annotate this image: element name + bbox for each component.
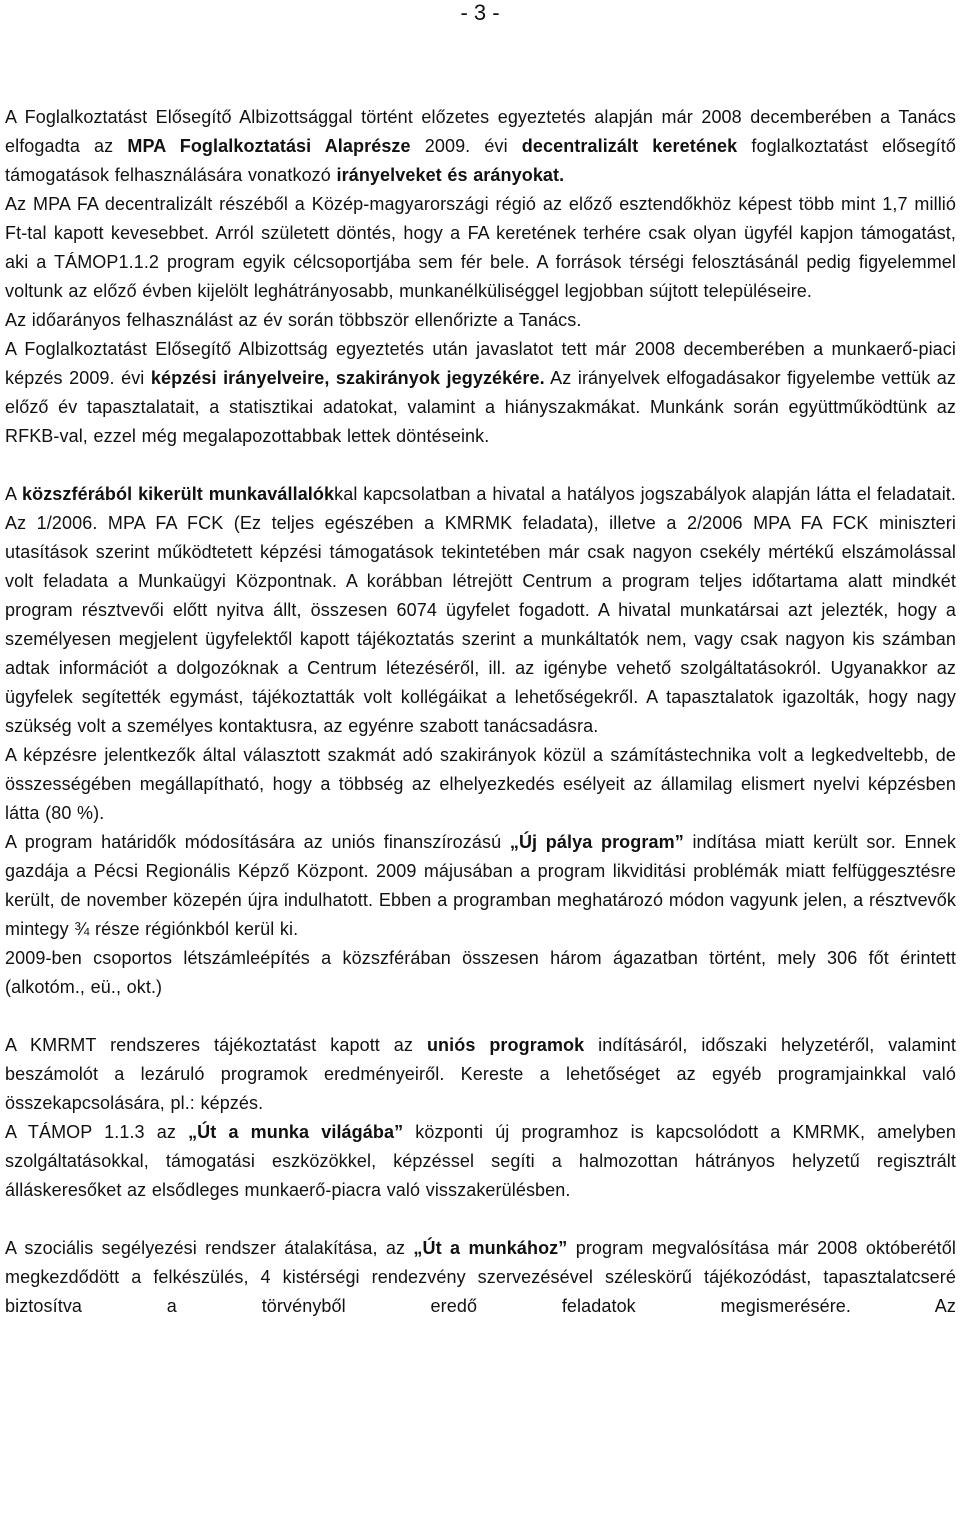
text-run: központi új programhoz is kapcsolódott a KMRMK, amelyben szolgáltatásokkal, támogatási eszközökkel, képzéssel segíti a halmozottan hátrányos helyzetű regisztrált álláskeresőket az elsődleges munkaerő-piacra való visszakerülésben. [5, 1122, 956, 1200]
paragraph-11 [5, 1234, 956, 1321]
text-run: 2009-ben csoportos létszámleépítés a közszférában összesen három ágazatban történt, mely 306 főt érintett (alkotóm., eü., okt.) [5, 948, 956, 997]
bold-phrase: „Út a munka világába” [188, 1122, 404, 1142]
text-run: Az MPA FA decentralizált részéből a Közép-magyarországi régió az előző esztendőkhöz képest több mint 1,7 millió Ft-tal kapott kevesebbet. Arról született döntés, hogy a FA keretének terhére csak olyan ügyfél kapjon támogatást, aki a TÁMOP1.1.2 program egyik célcsoportjába sem fér bele. A források térségi felosztásánál pedig figyelemmel voltunk az előző évben kijelölt leghátrányosabb, munkanélküliséggel legjobban sújtott településeire. [5, 194, 956, 301]
text-run: Az irányelvek elfogadásakor figyelembe vettük az előző év tapasztalatait, a statisztikai adatokat, valamint a hiányszakmákat. Munkánk során együttműködtünk az RFKB-val, ezzel még megalapozottabbak lettek döntéseink. [5, 368, 956, 446]
text-run: program megvalósítása már 2008 októberétől megkezdődött a felkészülés, 4 kistérségi rendezvény szervezésével széleskörű tájékozódást, tapasztalatcseré biztosítva a törvényből eredő feladatok megismerésére. Az [5, 1238, 956, 1316]
bold-phrase: decentralizált keretének [521, 136, 738, 156]
paragraph-3 [5, 306, 956, 335]
text-run: foglalkoztatást elősegítő támogatások felhasználására vonatkozó [5, 136, 956, 185]
bold-phrase: képzési irányelveire, szakirányok jegyzékére. [150, 368, 545, 388]
text-run: A KMRMT rendszeres tájékoztatást kapott az [5, 1035, 427, 1055]
text-run: A [5, 484, 22, 504]
paragraph-1 [5, 103, 956, 190]
paragraph-4 [5, 335, 956, 451]
paragraph-9 [5, 1031, 956, 1118]
text-run: A Foglalkoztatást Elősegítő Albizottsággal történt előzetes egyeztetés alapján már 2008 decemberében a Tanács elfogadta az [5, 107, 956, 156]
text-run: A TÁMOP 1.1.3 az [5, 1122, 189, 1142]
text-run: A program határidők módosítására az uniós finanszírozású [5, 832, 510, 852]
bold-phrase: „Új pálya program” [509, 832, 684, 852]
bold-phrase: irányelveket és arányokat. [336, 165, 565, 185]
text-run: A szociális segélyezési rendszer átalakítása, az [5, 1238, 414, 1258]
page-number: - 3 - [460, 0, 500, 25]
bold-phrase: közszférából kikerült munkavállalók [21, 484, 335, 504]
paragraph-10 [5, 1118, 956, 1205]
paragraph-5 [5, 480, 956, 741]
text-run: indítása miatt került sor. Ennek gazdája a Pécsi Regionális Képző Központ. 2009 májusában a program likviditási problémák miatt felfüggesztésre került, de november közepén újra indulhatott. Ebben a programban meghatározó módon vagyunk jelen, a résztvevők mintegy ¾ része régiónkból kerül ki. [5, 832, 956, 939]
text-run: Az időarányos felhasználást az év során többször ellenőrizte a Tanács. [5, 310, 582, 330]
paragraph-8 [5, 944, 956, 1002]
text-run: indításáról, időszaki helyzetéről, valamint beszámolót a lezáruló programok eredményeiről. Kereste a lehetőséget az egyéb programjainkkal való összekapcsolására, pl.: képzés. [5, 1035, 957, 1113]
text-run: kal kapcsolatban a hivatal a hatályos jogszabályok alapján látta el feladatait. Az 1/2006. MPA FA FCK (Ez teljes egészében a KMRMK feladata), illetve a 2/2006 MPA FA FCK miniszteri utasítások szerint működtetett képzési támogatások tekintetében már csak nagyon csekély mértékű elszámolással volt feladata a Munkaügyi Központnak. A korábban létrejött Centrum a program teljes időtartama alatt mindkét program résztvevői előtt nyitva állt, összesen 6074 ügyfelet fogadott. A hivatal munkatársai azt jelezték, hogy a személyesen megjelent ügyfelektől kapott tájékoztatás szerint a munkáltatók nem, vagy csak nagyon kis számban adtak információt a dolgozóknak a Centrum létezéséről, ill. az igénybe vehető szolgáltatásokról. Ugyanakkor az ügyfelek segítették egymást, tájékoztatták volt kollégáikat a lehetőségekről. A tapasztalatok igazolták, hogy nagy szükség volt a személyes kontaktusra, az egyénre szabott tanácsadásra. [5, 484, 957, 736]
text-run: A Foglalkoztatást Elősegítő Albizottság egyeztetés után javaslatot tett már 2008 decemberében a munkaerő-piaci képzés 2009. évi [5, 339, 956, 388]
bold-phrase: „Út a munkához” [413, 1238, 568, 1258]
paragraph-6 [5, 741, 956, 828]
text-run: 2009. évi [410, 136, 522, 156]
text-run: A képzésre jelentkezők által választott szakmát adó szakirányok közül a számítástechnika volt a legkedveltebb, de összességében megállapítható, hogy a többség az elhelyezkedés esélyeit az államilag elismert nyelvi képzésben látta (80 %). [5, 745, 956, 823]
paragraph-7 [5, 828, 956, 944]
paragraph-2 [5, 190, 956, 306]
document-body [5, 103, 956, 1321]
bold-phrase: uniós programok [426, 1035, 585, 1055]
bold-phrase: MPA Foglalkoztatási Alaprésze [127, 136, 411, 156]
